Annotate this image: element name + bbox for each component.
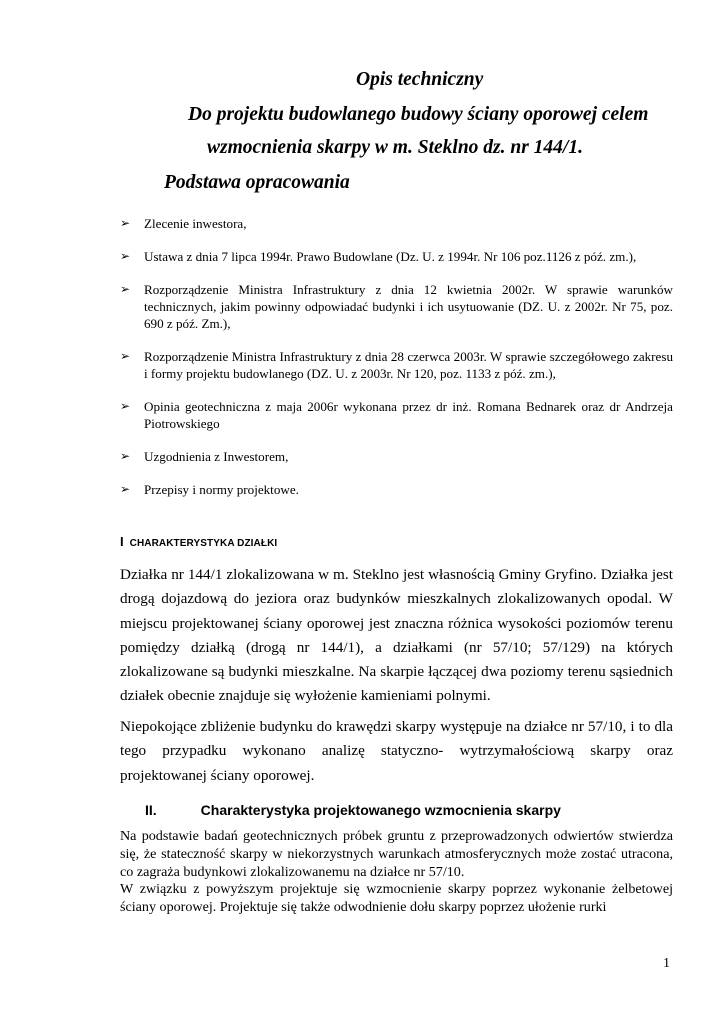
list-item-text: Rozporządzenie Ministra Infrastruktury z dnia 12 kwietnia 2002r. W sprawie warunków technicznych, jakim powinny odpowiadać budynki i ich usytuowanie (DZ. U. z 2002r. Nr 75, poz. 690 z póź. Zm.), <box>144 282 673 331</box>
section-body <box>120 828 673 917</box>
arrow-bullet-icon: ➢ <box>120 482 131 496</box>
list-item <box>120 248 673 265</box>
list-item <box>120 398 673 432</box>
section-heading <box>145 802 561 818</box>
list-item-text: Przepisy i normy projektowe. <box>144 482 299 497</box>
section-title: CHARAKTERYSTYKA DZIAŁKI <box>129 538 278 549</box>
basis-heading: Podstawa opracowania <box>164 172 350 193</box>
arrow-bullet-icon: ➢ <box>120 249 131 263</box>
list-item <box>120 348 673 382</box>
list-item-text: Uzgodnienia z Inwestorem, <box>144 449 289 464</box>
list-item-text: Rozporządzenie Ministra Infrastruktury z dnia 28 czerwca 2003r. W sprawie szczegółowego zakresu i formy projektu budowlanego (DZ. U. z 2003r. Nr 120, poz. 1133 z póź. zm.), <box>144 349 673 381</box>
page-number: 1 <box>663 956 670 971</box>
section-paragraph: Niepokojące zbliżenie budynku do krawędzi skarpy występuje na działce nr 57/10, i to dla tego przypadku wykonano analizę statyczno- wytrzymałościową skarpy oraz projektowanej ściany oporowej. <box>120 718 673 784</box>
section-number: II. <box>145 802 157 818</box>
section-title: Charakterystyka projektowanego wzmocnienia skarpy <box>200 802 561 818</box>
list-item-text: Zlecenie inwestora, <box>144 216 247 231</box>
section-heading <box>120 533 277 551</box>
arrow-bullet-icon: ➢ <box>120 449 131 463</box>
document-title: Opis techniczny <box>356 69 484 90</box>
list-item <box>120 448 673 465</box>
list-item <box>120 281 673 332</box>
arrow-bullet-icon: ➢ <box>120 282 131 296</box>
document-subtitle-line2: wzmocnienia skarpy w m. Steklno dz. nr 144/1. <box>207 137 583 158</box>
section-paragraph: W związku z powyższym projektuje się wzmocnienie skarpy poprzez wykonanie żelbetowej ściany oporowej. Projektuje się także odwodnienie dołu skarpy poprzez ułożenie rurki <box>120 881 673 916</box>
section-paragraph: Na podstawie badań geotechnicznych próbek gruntu z przeprowadzonych odwiertów stwierdza się, że stateczność skarpy w niekorzystnych warunkach atmosferycznych może zostać utracona, co zagraża budynkowi zlokalizowanemu na działce nr 57/10. <box>120 828 673 880</box>
arrow-bullet-icon: ➢ <box>120 399 131 413</box>
list-item <box>120 481 673 498</box>
section-number: I <box>120 534 124 549</box>
list-item <box>120 215 673 232</box>
section-paragraph: Działka nr 144/1 zlokalizowana w m. Steklno jest własnością Gminy Gryfino. Działka jest drogą dojazdową do jeziora oraz budynków mieszkalnych zlokalizowanych opodal. W miejscu projektowanej ściany oporowej jest znaczna różnica wysokości poziomów terenu pomiędzy działką (drogą nr 144/1), a działkami (nr 57/10; 57/129) na których zlokalizowane są budynki mieszkalne. Na skarpie łączącej dwa poziomy terenu sąsiednich działek obecnie znajduje się wyłożenie kamieniami polnymi. <box>120 566 673 705</box>
document-subtitle-line1: Do projektu budowlanego budowy ściany oporowej celem <box>188 104 649 125</box>
basis-list <box>120 215 673 498</box>
list-item-text: Ustawa z dnia 7 lipca 1994r. Prawo Budowlane (Dz. U. z 1994r. Nr 106 poz.1126 z póź. zm.), <box>144 249 637 264</box>
list-item-text: Opinia geotechniczna z maja 2006r wykonana przez dr inż. Romana Bednarek oraz dr Andrzeja Piotrowskiego <box>144 399 673 431</box>
arrow-bullet-icon: ➢ <box>120 216 131 230</box>
arrow-bullet-icon: ➢ <box>120 349 131 363</box>
